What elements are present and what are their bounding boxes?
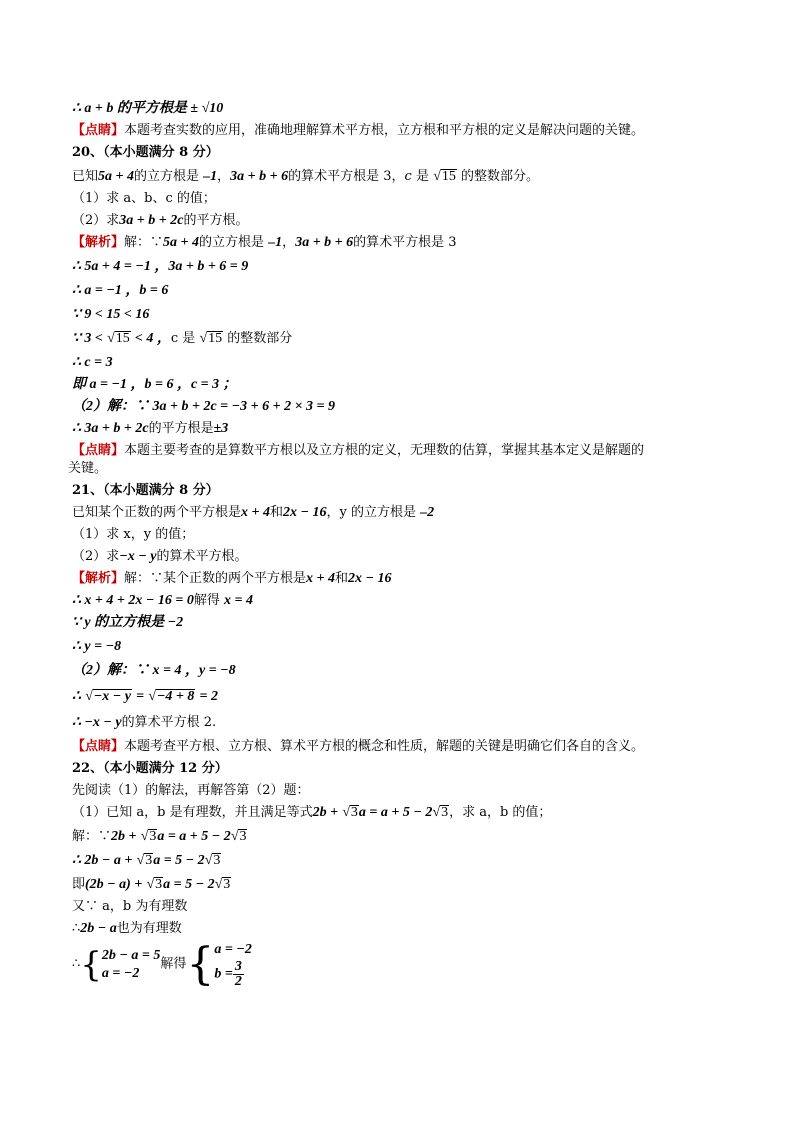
dianjing-2 [72,442,644,460]
q20-solution-4 [72,306,149,324]
fraction [233,960,244,989]
text: 解：∵某个正数的两个平方根是 [124,571,307,586]
q20-title: 20、（本小题满分 8 分） [72,145,219,160]
q21-solution-3 [72,614,183,632]
math: 3a + b + 2c [119,213,184,228]
text: 已知某个正数的两个平方根是 [72,505,242,520]
math: ∵ y 的立方根是 −2 [72,615,184,630]
text: 解得 [193,593,220,608]
jiexi-tag: 【解析】 [72,235,125,250]
q22-solution-2 [72,852,221,870]
q22-solution-6 [72,940,252,1000]
text: 解：∵ [124,235,164,250]
text: 的立方根是 [134,169,200,184]
math: a = 5 − 2 [153,853,205,868]
q21-statement [72,504,434,522]
sqrt-3: √3 [136,853,153,868]
denominator: 2 [234,974,242,989]
math: ∴ −x − y [72,715,122,730]
text: （1）已知 a，b 是有理数，并且满足等式 [72,805,313,820]
text: （2）求 [72,549,120,564]
math: 2x − 16 [348,571,392,586]
math: = 2 [199,689,218,704]
text: c 是 [170,331,196,346]
radicand: 3 [155,877,163,892]
text: 的平方根。 [183,213,249,228]
q21-solution-1 [72,570,392,588]
text: ，求 a，b 的值； [449,805,552,820]
q20-solution-8 [72,398,335,416]
math: (2b − a) + [85,877,143,892]
sqrt-3: √3 [342,805,358,820]
math: 5a + 4 [163,235,200,250]
dianjing-2-cont: 关键。 [68,461,108,476]
text: 解得 [160,956,187,972]
text: 和 [335,571,349,586]
radicand: 3 [145,853,153,868]
q22-solution-3 [72,876,231,894]
math: –1 [203,169,218,184]
q21-solution-6 [72,688,218,706]
q22-solution-4: 又∵ a，b 为有理数 [72,899,188,914]
text: ， [282,235,296,250]
q20-part1: （1）求 a、b、c 的值； [72,191,216,206]
sqrt-3: √3 [204,853,221,868]
dianjing-3 [72,738,644,756]
q20-solution-5 [72,330,292,348]
sqrt-3: √3 [432,805,449,820]
equation-system-2 [214,940,251,989]
math: 即 a = −1 ，b = 6 ，c = 3 ； [72,377,237,392]
math: 2b − a [80,921,117,936]
math: 3a + b + 6 [295,235,354,250]
math: ∴ [72,689,81,704]
math: x + 4 [241,505,270,520]
dianjing-tag: 【点睛】 [72,443,125,458]
q20-solution-1 [72,234,457,252]
math: 2b + [111,829,137,844]
q22-intro: 先阅读（1）的解法，再解答第（2）题： [72,783,310,798]
radicand: 15 [441,169,456,184]
math: 5a + 4 [98,169,134,184]
math: < 4 ， [134,331,171,346]
text: 的算术平方根。 [156,549,248,564]
text: c [404,169,412,184]
text: ， [217,169,231,184]
math: ∴ 5a + 4 = −1 ，3a + b + 6 = 9 [72,259,249,274]
q22-solution-5 [72,920,182,938]
radicand: −x − y [93,689,131,704]
math: x = 4 [223,593,253,608]
q20-solution-9 [72,420,228,438]
dianjing-3-text: 本题考查平方根、立方根、算术平方根的概念和性质，解题的关键是明确它们各自的含义。 [124,739,645,754]
math: （2）解：∵ x = 4 ，y = −8 [72,663,236,678]
equation-row [214,960,251,989]
text: 解：∵ [72,829,112,844]
dianjing-2-text: 本题主要考查的是算数平方根以及立方根的定义，无理数的估算，掌握其基本定义是解题的 [124,443,645,458]
text: 的平方根是 [148,421,214,436]
math: ∴ y = −8 [72,639,122,654]
q21-solution-2 [72,592,253,610]
dianjing-tag: 【点睛】 [72,123,125,138]
q21-title: 21、（本小题满分 8 分） [72,483,219,498]
q22-solution-1 [72,828,247,846]
math: 3a + b + 6 [230,169,289,184]
q20-solution-7 [72,376,237,394]
dianjing-tag: 【点睛】 [72,739,125,754]
text: 是 [415,169,429,184]
radicand: −4 + 8 [156,689,195,704]
radicand: 3 [441,805,449,820]
radicand: 3 [223,877,231,892]
sqrt-expr: √−4 + 8 [148,689,195,704]
math: ±3 [213,421,229,436]
text: ，y 的立方根是 [326,505,416,520]
math: = [136,689,145,704]
sqrt-15: √15 [199,331,223,346]
math: –2 [420,505,435,520]
text: 和 [270,505,284,520]
math-ab-root: ∴ a + b 的平方根是 ± √10 [72,101,224,116]
sqrt-15: √15 [433,169,456,184]
equation-row: a = −2 [214,942,252,957]
radicand: 15 [208,331,223,346]
left-brace-icon: { [80,944,102,985]
text: （2）求 [72,213,120,228]
math: ∵ 3 < [72,331,103,346]
left-brace-icon: { [186,938,215,990]
text: 的立方根是 [199,235,265,250]
math: ∴ 3a + b + 2c [72,421,149,436]
q22-title: 22、（本小题满分 12 分） [72,761,228,776]
equation-row: 2b − a = 5 [101,947,161,963]
jiexi-tag: 【解析】 [72,571,125,586]
dianjing-1-text: 本题考查实数的应用，准确地理解算术平方根，立方根和平方根的定义是解决问题的关键。 [124,123,645,138]
q21-solution-4 [72,638,121,656]
q20-solution-2 [72,258,248,276]
q20-solution-3 [72,282,168,300]
sqrt-expr: √−x − y [85,689,131,704]
math: ∴ x + 4 + 2x − 16 = 0 [72,593,194,608]
math: b = [214,966,233,982]
math: 2b + [312,805,339,820]
text: 的算术平方根 2. [121,715,217,730]
math: a = a + 5 − 2 [358,805,433,820]
math: ∴ 2b − a + [72,853,133,868]
q21-solution-7 [72,714,216,732]
q21-part1: （1）求 x，y 的值； [72,527,195,542]
math: −x − y [119,549,157,564]
radicand: 3 [239,829,247,844]
text: 的算术平方根是 3， [288,169,405,184]
sqrt-3: √3 [230,829,247,844]
math: –1 [268,235,283,250]
math: 2x − 16 [283,505,327,520]
text: 的整数部分 [227,331,293,346]
sqrt-15: √15 [107,331,130,346]
text: 即 [72,877,86,892]
q21-solution-5 [72,662,236,680]
sqrt-3: √3 [146,877,163,892]
math: a = 5 − 2 [163,877,215,892]
math: ∴ a = −1 ，b = 6 [72,283,169,298]
text: 的整数部分。 [460,169,539,184]
text: 的算术平方根是 3 [353,235,457,250]
text: 也为有理数 [116,921,182,936]
sqrt-3: √3 [214,877,231,892]
q20-statement [72,168,539,186]
dianjing-1 [72,122,644,140]
radicand: 3 [350,805,358,820]
q20-solution-6 [72,354,113,372]
numerator: 3 [234,959,242,974]
line-ab-root [72,100,223,118]
q22-part1 [72,804,551,822]
math: （2）解：∵ 3a + b + 2c = −3 + 6 + 2 × 3 = 9 [72,399,336,414]
q21-part2 [72,548,247,566]
equation-row: a = −2 [101,965,140,981]
math: ∴ c = 3 [72,355,113,370]
text: ∴ [72,956,81,972]
math: x + 4 [306,571,336,586]
radicand: 3 [149,829,157,844]
radicand: 15 [115,331,130,346]
radicand: 3 [213,853,221,868]
q20-part2 [72,212,248,230]
equation-system-1 [102,947,160,983]
text: 已知 [72,169,99,184]
math: a = a + 5 − 2 [157,829,231,844]
text: ∴ [72,921,81,936]
math: ∵ 9 < 15 < 16 [72,307,150,322]
sqrt-3: √3 [140,829,157,844]
